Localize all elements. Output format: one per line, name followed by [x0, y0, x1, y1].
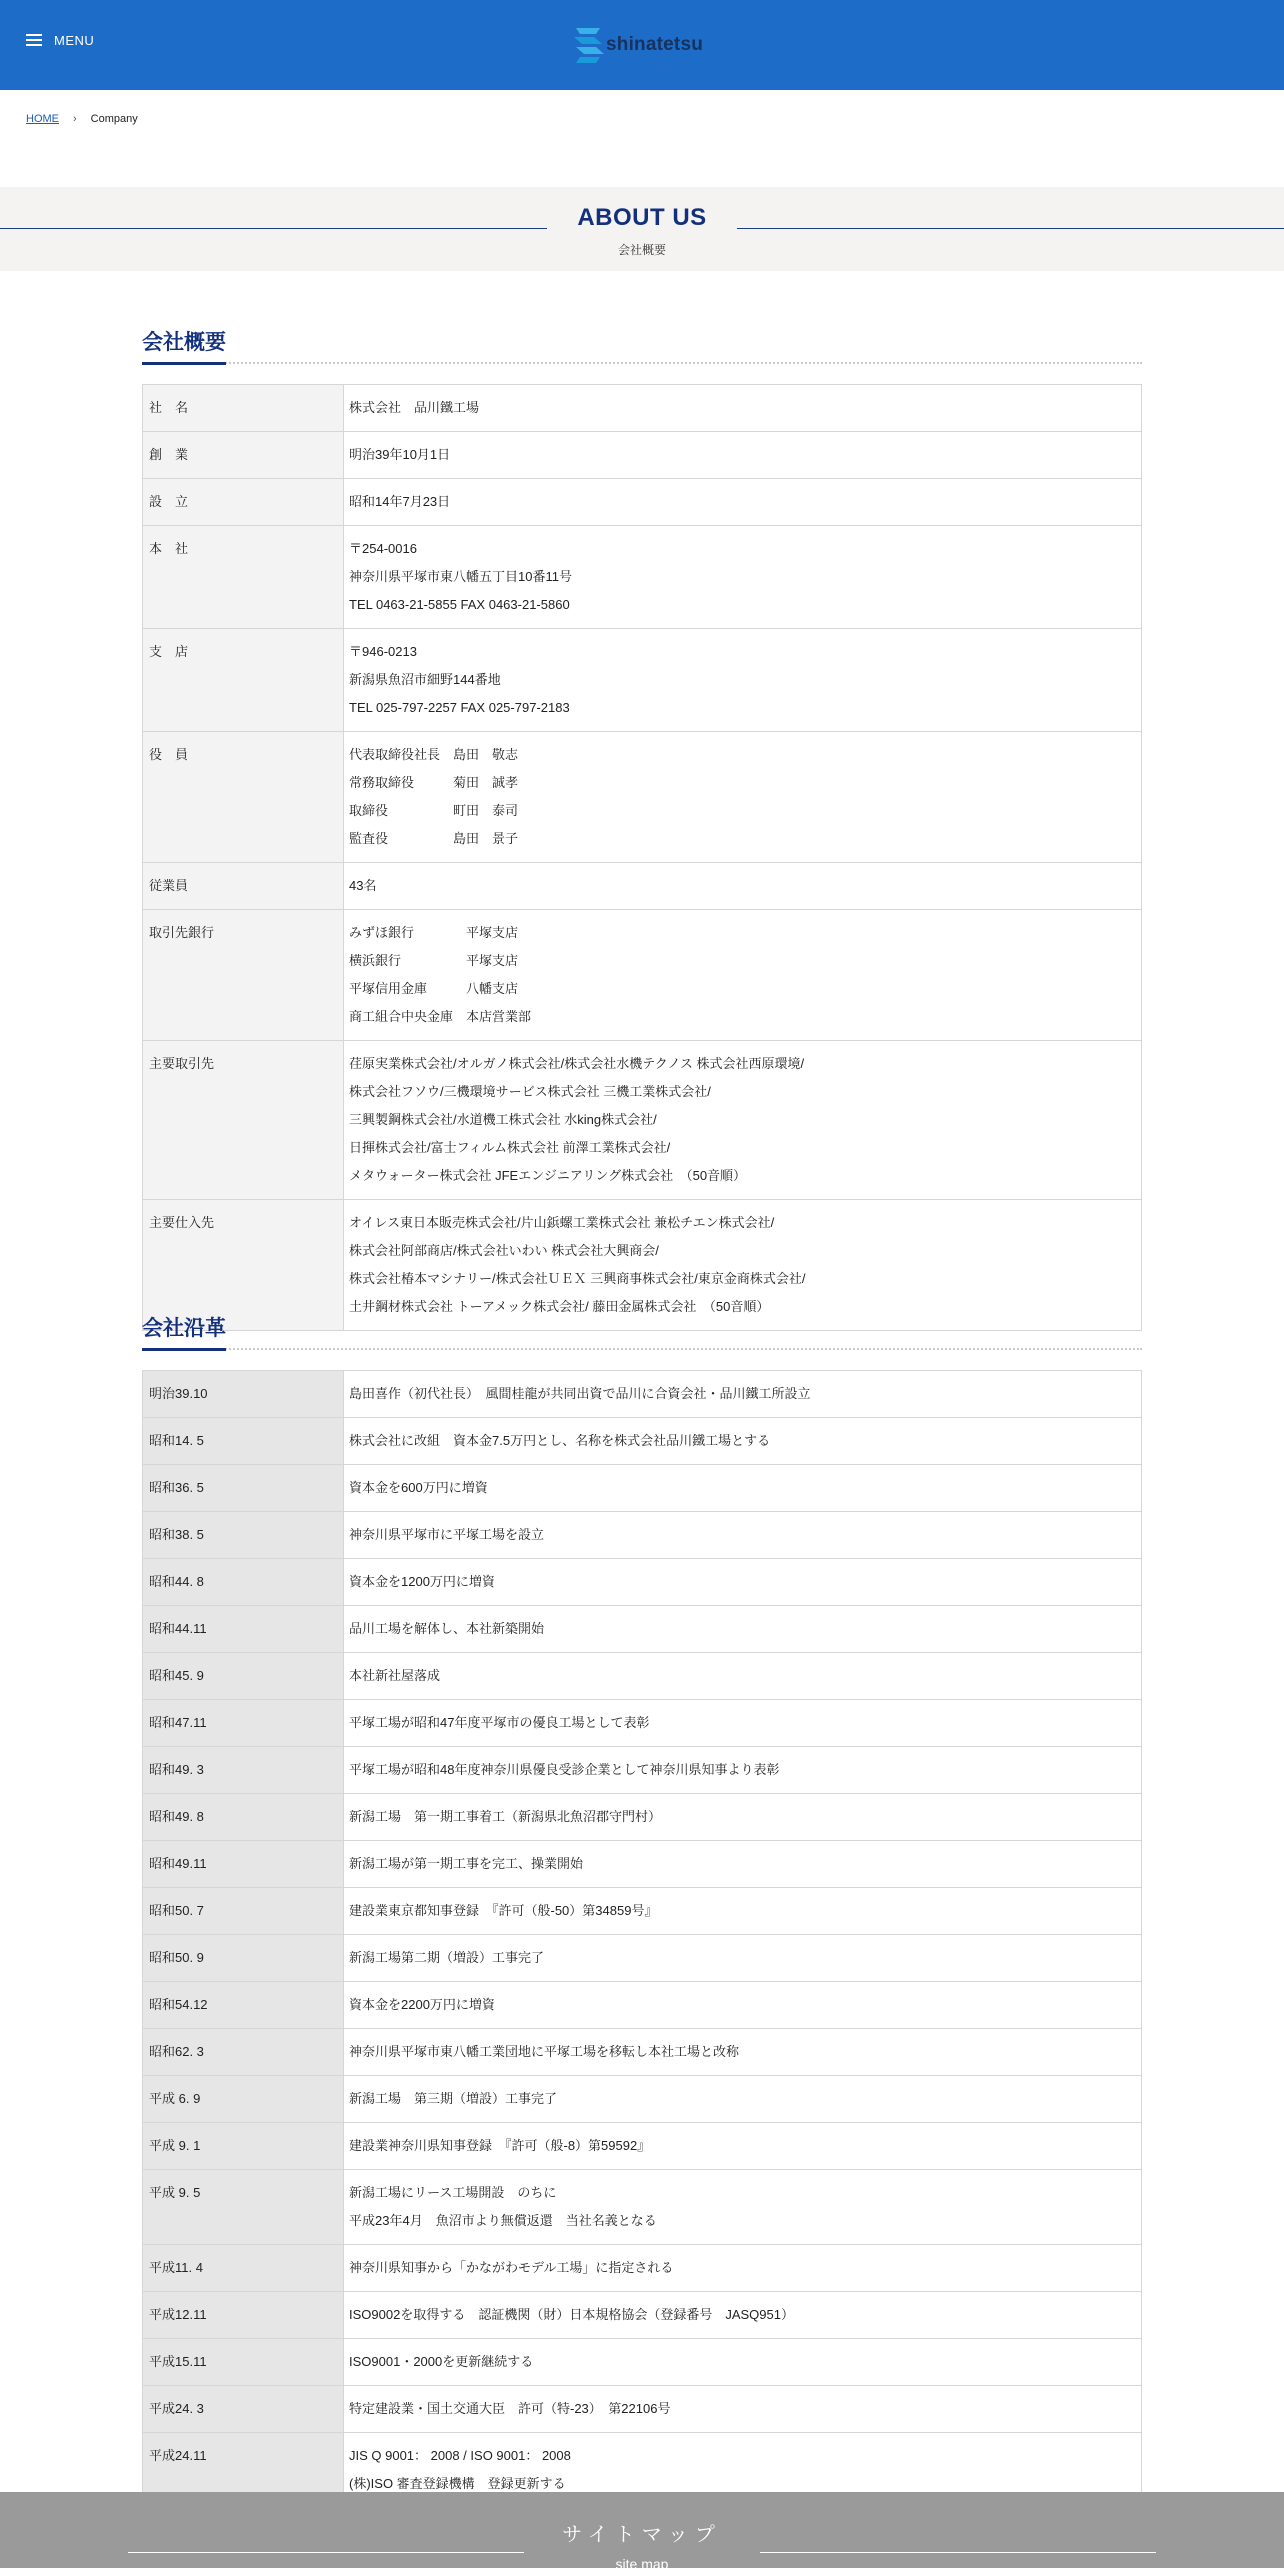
- overview-row-line: 平塚信用金庫 八幡支店: [349, 981, 519, 996]
- footer-divider-right: [760, 2552, 1156, 2553]
- history-row-line: 新潟工場第二期（増設）工事完了: [349, 1950, 545, 1965]
- overview-row-value: [344, 432, 1142, 479]
- history-row-line: 特定建設業・国土交通大臣 許可（特-23） 第22106号: [349, 2401, 671, 2416]
- overview-row-line: 株式会社フソウ/三機環境サービス株式会社 三機工業株式会社/: [349, 1084, 711, 1099]
- history-row-value: [344, 1747, 1142, 1794]
- overview-row-line: 43名: [349, 878, 377, 893]
- page-hero: [0, 187, 1284, 271]
- history-row-line: 神奈川県平塚市に平塚工場を設立: [349, 1527, 545, 1542]
- overview-row-line: 株式会社 品川鐵工場: [349, 400, 480, 415]
- overview-row-line: TEL 025-797-2257 FAX 025-797-2183: [349, 700, 570, 715]
- history-row: [143, 1982, 1142, 2029]
- history-row-value: [344, 2339, 1142, 2386]
- history-table: [142, 1370, 1142, 2564]
- history-row-value: [344, 1606, 1142, 1653]
- history-row-label: 平成 9. 5: [143, 2170, 344, 2245]
- history-row-label: 平成24.11: [143, 2433, 344, 2564]
- history-row: [143, 1512, 1142, 1559]
- history-row-label: 明治39.10: [143, 1371, 344, 1418]
- history-section: [142, 1312, 1142, 2564]
- history-row-line: 平塚工場が昭和47年度平塚市の優良工場として表彰: [349, 1715, 650, 1730]
- overview-row: [143, 432, 1142, 479]
- overview-row: [143, 629, 1142, 732]
- breadcrumb-separator: ›: [73, 113, 77, 125]
- overview-row-value: [344, 526, 1142, 629]
- history-heading-rule: [142, 1348, 1142, 1350]
- history-row-line: JIS Q 9001： 2008 / ISO 9001： 2008: [349, 2448, 571, 2463]
- history-row-value: [344, 1935, 1142, 1982]
- overview-row-value: [344, 732, 1142, 863]
- history-row-line: 神奈川県知事から「かながわモデル工場」に指定される: [349, 2260, 674, 2275]
- history-row-value: [344, 1794, 1142, 1841]
- history-row: [143, 2123, 1142, 2170]
- overview-row-label: 主要仕入先: [143, 1200, 344, 1331]
- history-row: [143, 1653, 1142, 1700]
- overview-section: [142, 326, 1142, 1331]
- overview-row-line: 横浜銀行 平塚支店: [349, 953, 519, 968]
- footer-divider-left: [128, 2552, 524, 2553]
- menu-label: MENU: [54, 33, 95, 48]
- menu-button[interactable]: [26, 33, 94, 48]
- history-row: [143, 2292, 1142, 2339]
- overview-row: [143, 385, 1142, 432]
- history-row: [143, 1747, 1142, 1794]
- overview-row-line: 〒254-0016: [349, 541, 417, 556]
- overview-row-label: 取引先銀行: [143, 910, 344, 1041]
- history-row-value: [344, 2029, 1142, 2076]
- history-row-line: ISO9001・2000を更新継続する: [349, 2354, 534, 2369]
- page-subtitle: 会社概要: [617, 243, 666, 257]
- history-heading: 会社沿革: [142, 1312, 226, 1351]
- history-row-label: 昭和50. 9: [143, 1935, 344, 1982]
- overview-row-line: 明治39年10月1日: [349, 447, 451, 462]
- overview-row-line: 株式会社椿本マシナリー/株式会社ＵＥＸ 三興商事株式会社/東京金商株式会社/: [349, 1271, 806, 1286]
- overview-row-value: [344, 910, 1142, 1041]
- overview-row-line: メタウォーター株式会社 JFEエンジニアリング株式会社 （50音順）: [349, 1168, 747, 1183]
- overview-row: [143, 479, 1142, 526]
- overview-row-value: [344, 629, 1142, 732]
- history-row-line: 新潟工場が第一期工事を完工、操業開始: [349, 1856, 584, 1871]
- history-row-label: 昭和47.11: [143, 1700, 344, 1747]
- history-row: [143, 1841, 1142, 1888]
- history-row-label: 昭和49. 8: [143, 1794, 344, 1841]
- overview-row-line: 新潟県魚沼市細野144番地: [349, 672, 501, 687]
- overview-row-value: [344, 479, 1142, 526]
- history-row-label: 昭和44.11: [143, 1606, 344, 1653]
- history-row-value: [344, 2245, 1142, 2292]
- overview-row-label: 役 員: [143, 732, 344, 863]
- logo-text: shinatetsu: [606, 34, 704, 55]
- hamburger-icon: [26, 34, 42, 47]
- overview-row-label: 設 立: [143, 479, 344, 526]
- history-row-value: [344, 1371, 1142, 1418]
- history-row-value: [344, 1841, 1142, 1888]
- history-row-line: 品川工場を解体し、本社新築開始: [349, 1621, 545, 1636]
- overview-row-label: 支 店: [143, 629, 344, 732]
- overview-row-line: 昭和14年7月23日: [349, 494, 451, 509]
- overview-row-line: 取締役 町田 泰司: [349, 803, 519, 818]
- history-row: [143, 1559, 1142, 1606]
- overview-row-label: 主要取引先: [143, 1041, 344, 1200]
- history-row-line: (株)ISO 審査登録機構 登録更新する: [349, 2476, 566, 2491]
- history-row-value: [344, 1982, 1142, 2029]
- site-header: [0, 0, 1284, 90]
- history-row-label: 昭和38. 5: [143, 1512, 344, 1559]
- breadcrumb: [26, 113, 138, 125]
- overview-row-line: 監査役 島田 景子: [349, 831, 519, 846]
- history-row-label: 昭和62. 3: [143, 2029, 344, 2076]
- overview-row-line: 神奈川県平塚市東八幡五丁目10番11号: [349, 569, 572, 584]
- history-row: [143, 1888, 1142, 1935]
- overview-row-label: 社 名: [143, 385, 344, 432]
- history-row-value: [344, 1559, 1142, 1606]
- breadcrumb-home-link[interactable]: HOME: [26, 113, 59, 125]
- history-row-value: [344, 2076, 1142, 2123]
- history-row-line: ISO9002を取得する 認証機関（財）日本規格協会（登録番号 JASQ951）: [349, 2307, 794, 2322]
- history-row-label: 昭和54.12: [143, 1982, 344, 2029]
- overview-row: [143, 910, 1142, 1041]
- overview-row-line: 商工組合中央金庫 本店営業部: [349, 1009, 532, 1024]
- history-row-value: [344, 1653, 1142, 1700]
- history-row-line: 新潟工場 第三期（増設）工事完了: [349, 2091, 558, 2106]
- sitemap-subtitle: site map: [615, 2556, 669, 2572]
- site-footer: [0, 2492, 1284, 2572]
- history-row-label: 平成15.11: [143, 2339, 344, 2386]
- overview-row: [143, 732, 1142, 863]
- history-row-label: 平成12.11: [143, 2292, 344, 2339]
- history-row: [143, 2170, 1142, 2245]
- history-row: [143, 1371, 1142, 1418]
- overview-row-line: 土井鋼材株式会社 トーアメック株式会社/ 藤田金属株式会社 （50音順）: [349, 1299, 770, 1314]
- overview-row-line: 荏原実業株式会社/オルガノ株式会社/株式会社水機テクノス 株式会社西原環境/: [349, 1056, 805, 1071]
- history-row: [143, 2076, 1142, 2123]
- history-row-value: [344, 1888, 1142, 1935]
- overview-row-value: [344, 863, 1142, 910]
- overview-row-line: TEL 0463-21-5855 FAX 0463-21-5860: [349, 597, 570, 612]
- overview-row-value: [344, 1041, 1142, 1200]
- history-row-line: 新潟工場にリース工場開設 のちに: [349, 2185, 557, 2200]
- history-row-value: [344, 2292, 1142, 2339]
- overview-row: [143, 1200, 1142, 1331]
- history-row-line: 平成23年4月 魚沼市より無償返還 当社名義となる: [349, 2213, 657, 2228]
- history-row-label: 平成 6. 9: [143, 2076, 344, 2123]
- overview-row-label: 従業員: [143, 863, 344, 910]
- history-row-line: 島田喜作（初代社長） 風間桂龍が共同出資で品川に合資会社・品川鐵工所設立: [349, 1386, 811, 1401]
- overview-row-line: 日揮株式会社/富士フィルム株式会社 前澤工業株式会社/: [349, 1140, 671, 1155]
- history-row: [143, 2339, 1142, 2386]
- overview-row: [143, 863, 1142, 910]
- history-row-line: 株式会社に改組 資本金7.5万円とし、名称を株式会社品川鐵工場とする: [349, 1433, 771, 1448]
- history-row: [143, 1418, 1142, 1465]
- history-row-label: 平成 9. 1: [143, 2123, 344, 2170]
- overview-row: [143, 1041, 1142, 1200]
- history-row: [143, 2386, 1142, 2433]
- history-row-value: [344, 1700, 1142, 1747]
- history-row-line: 建設業東京都知事登録 『許可（般-50）第34859号』: [349, 1903, 658, 1918]
- logo-icon: [570, 24, 608, 66]
- history-row-value: [344, 2386, 1142, 2433]
- history-row-label: 昭和45. 9: [143, 1653, 344, 1700]
- history-row-value: [344, 1465, 1142, 1512]
- overview-row-line: オイレス東日本販売株式会社/片山鋲螺工業株式会社 兼松チエン株式会社/: [349, 1215, 775, 1230]
- site-logo[interactable]: [570, 24, 703, 66]
- overview-row-line: 株式会社阿部商店/株式会社いわい 株式会社大興商会/: [349, 1243, 659, 1258]
- history-row-line: 神奈川県平塚市東八幡工業団地に平塚工場を移転し本社工場と改称: [349, 2044, 740, 2059]
- overview-heading-rule: [142, 362, 1142, 364]
- overview-row-value: [344, 1200, 1142, 1331]
- history-row-line: 新潟工場 第一期工事着工（新潟県北魚沼郡守門村）: [349, 1809, 662, 1824]
- breadcrumb-current: Company: [90, 113, 138, 125]
- history-row-value: [344, 1418, 1142, 1465]
- history-row-value: [344, 2123, 1142, 2170]
- history-row-label: 平成24. 3: [143, 2386, 344, 2433]
- history-row: [143, 2245, 1142, 2292]
- history-row-value: [344, 1512, 1142, 1559]
- overview-table: [142, 384, 1142, 1331]
- history-row-label: 昭和50. 7: [143, 1888, 344, 1935]
- history-row-line: 本社新社屋落成: [349, 1668, 441, 1683]
- history-row-label: 昭和44. 8: [143, 1559, 344, 1606]
- history-row: [143, 1700, 1142, 1747]
- history-row-label: 昭和49. 3: [143, 1747, 344, 1794]
- history-row-label: 昭和14. 5: [143, 1418, 344, 1465]
- history-row-line: 資本金を1200万円に増資: [349, 1574, 495, 1589]
- history-row-label: 昭和49.11: [143, 1841, 344, 1888]
- history-row-label: 平成11. 4: [143, 2245, 344, 2292]
- overview-heading: 会社概要: [142, 326, 226, 365]
- history-row: [143, 1465, 1142, 1512]
- history-row-line: 建設業神奈川県知事登録 『許可（般-8）第59592』: [349, 2138, 651, 2153]
- overview-row: [143, 526, 1142, 629]
- history-row-label: 昭和36. 5: [143, 1465, 344, 1512]
- overview-row-line: 常務取締役 菊田 誠孝: [349, 775, 519, 790]
- history-row-line: 資本金を600万円に増資: [349, 1480, 488, 1495]
- history-row-line: 平塚工場が昭和48年度神奈川県優良受診企業として神奈川県知事より表彰: [349, 1762, 780, 1777]
- overview-row-line: 〒946-0213: [349, 644, 417, 659]
- history-row: [143, 2029, 1142, 2076]
- sitemap-title: サイトマップ: [562, 2524, 722, 2546]
- history-row: [143, 1794, 1142, 1841]
- history-row: [143, 1935, 1142, 1982]
- overview-row-label: 本 社: [143, 526, 344, 629]
- history-row: [143, 1606, 1142, 1653]
- history-row-line: 資本金を2200万円に増資: [349, 1997, 495, 2012]
- page-title: ABOUT US: [577, 204, 707, 231]
- history-row-value: [344, 2170, 1142, 2245]
- overview-row-label: 創 業: [143, 432, 344, 479]
- overview-row-value: [344, 385, 1142, 432]
- overview-row-line: 三興製鋼株式会社/水道機工株式会社 水king株式会社/: [349, 1112, 657, 1127]
- overview-row-line: みずほ銀行 平塚支店: [349, 925, 519, 940]
- overview-row-line: 代表取締役社長 島田 敬志: [349, 747, 519, 762]
